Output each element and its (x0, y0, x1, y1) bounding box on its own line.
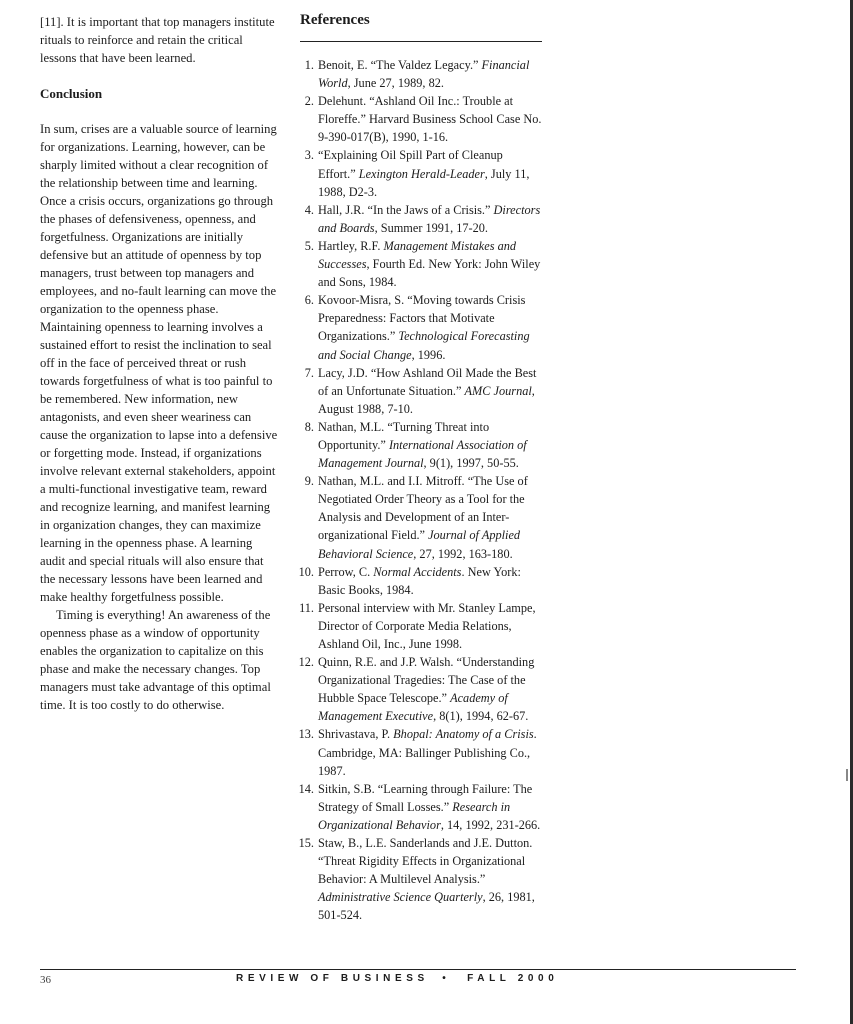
reference-item (300, 780, 542, 834)
reference-item (300, 237, 542, 291)
reference-item (300, 725, 542, 779)
reference-item (300, 834, 542, 924)
reference-text: Hartley, R.F. (318, 238, 384, 253)
reference-text: Nathan, M.L. “Turning Threat into Opportunity.” (318, 419, 490, 452)
reference-item (300, 364, 542, 418)
reference-item (300, 291, 542, 363)
reference-item (300, 599, 542, 653)
journal-name: REVIEW OF BUSINESS (236, 973, 429, 984)
reference-source: Academy of Management Executive (318, 691, 508, 724)
reference-item (300, 146, 542, 200)
reference-item (300, 418, 542, 472)
reference-source: Management Mistakes and Successes (318, 238, 517, 272)
conclusion-paragraph-1: In sum, crises are a valuable source of learning for organizations. Learning, however, can be sharply limited without a clear recognition of the relationship between time and learning. Once a crisis occurs, organizations go through the phases of defensiveness, openness, and forgetfulness. Organizations are initially defensive but an attitude of openness by top managers, trust between top managers and employees, and no-fault learning can move the organization to the openness phase. Maintaining openness to learning involves a sustained effort to resist the inclination to seal off in the face of perceived threat or rush towards forgetfulness of what is too painful to be remembered. New information, new antagonists, and even sheer weariness can cause the organization to lapse into a defensive or forgetting mode. Instead, if organizations involve relevant external stakeholders, appoint a multi-functional investigative team, reward and recognize learning, and manifest learning in organization changes, they can maximize learning in the openness phase. A learning audit and special rituals will also ensure that the necessary lessons have been learned and make healthy forgetfulness possible. (40, 122, 278, 604)
reference-number: 3. (304, 148, 314, 163)
reference-item (300, 563, 542, 599)
references-column (300, 9, 542, 925)
reference-item (300, 201, 542, 237)
reference-source: Technological Forecasting and Social Change (318, 329, 530, 362)
reference-text: “Explaining Oil Spill Part of Cleanup Effort.” (318, 148, 503, 181)
reference-text: Delehunt. “Ashland Oil Inc.: Trouble at Floreffe.” Harvard Business School Case No. 9-390-017(B), 1990, 1-16. (318, 94, 542, 145)
references-heading: References (300, 12, 370, 28)
reference-source: Journal of Applied Behavioral Science (318, 528, 521, 561)
reference-text: , June 27, 1989, 82. (347, 76, 444, 91)
footer-divider (40, 969, 796, 970)
reference-text: Nathan, M.L. and I.I. Mitroff. “The Use of Negotiated Order Theory as a Tool for the Analysis and Development of an Inter-organizational Field.” (318, 474, 528, 543)
reference-item (300, 653, 542, 725)
reference-item (300, 56, 542, 92)
reference-number: 11. (299, 600, 314, 615)
reference-text: Staw, B., L.E. Sanderlands and J.E. Dutton. “Threat Rigidity Effects in Organizational Behavior: A Multilevel Analysis.” (318, 836, 533, 887)
scroll-marker (846, 769, 848, 781)
reference-text: , Fourth Ed. New York: John Wiley and Sons, 1984. (318, 257, 541, 290)
reference-number: 9. (304, 474, 314, 489)
reference-source: Directors and Boards (318, 202, 541, 235)
reference-text: Benoit, E. “The Valdez Legacy.” (318, 58, 482, 72)
reference-number: 15. (298, 836, 314, 851)
reference-text: Quinn, R.E. and J.P. Walsh. “Understanding Organizational Tragedies: The Case of the Hubble Space Telescope.” (318, 655, 535, 706)
reference-text: Perrow, C. (318, 564, 374, 579)
references-divider (300, 41, 542, 42)
reference-text: . New York: Basic Books, 1984. (318, 564, 521, 597)
page-number: 36 (40, 974, 51, 986)
reference-text: , 27, 1992, 163-180. (413, 546, 513, 561)
reference-text: , Summer 1991, 17-20. (374, 220, 488, 235)
reference-source: Bhopal: Anatomy of a Crisis (393, 727, 534, 742)
lead-paragraph: [11]. It is important that top managers institute rituals to reinforce and retain the critical lessons that have been learned. (40, 15, 275, 65)
reference-source: Lexington Herald-Leader (358, 166, 485, 181)
reference-text: Personal interview with Mr. Stanley Lampe, Director of Corporate Media Relations, Ashland Oil, Inc., June 1998. (318, 600, 536, 651)
reference-item (300, 92, 542, 146)
reference-source: Administrative Science Quarterly (318, 890, 483, 905)
left-column (40, 13, 278, 714)
reference-source: Research in Organizational Behavior (318, 799, 511, 832)
running-footer (236, 973, 558, 984)
reference-number: 7. (304, 365, 314, 380)
reference-text: , 1996. (411, 347, 446, 362)
reference-text: , July 11, 1988, D2-3. (318, 166, 530, 199)
reference-number: 4. (304, 202, 314, 217)
reference-number: 8. (304, 419, 314, 434)
reference-number: 10. (298, 564, 314, 579)
issue-label: FALL 2000 (467, 973, 559, 984)
footer-separator: • (442, 973, 446, 984)
reference-text: , August 1988, 7-10. (318, 383, 535, 416)
reference-number: 1. (304, 58, 314, 72)
reference-text: , 9(1), 1997, 50-55. (423, 456, 519, 471)
reference-text: Kovoor-Misra, S. “Moving towards Crisis Preparedness: Factors that Motivate Organizations.” (318, 293, 526, 344)
reference-number: 6. (304, 293, 314, 308)
references-list (300, 56, 542, 925)
reference-number: 14. (298, 781, 314, 796)
reference-text: Sitkin, S.B. “Learning through Failure: The Strategy of Small Losses.” (318, 781, 533, 814)
reference-text: Shrivastava, P. (318, 727, 394, 742)
reference-text: Lacy, J.D. “How Ashland Oil Made the Best of an Unfortunate Situation.” (318, 365, 537, 398)
reference-text: , 8(1), 1994, 62-67. (433, 709, 529, 724)
reference-source: AMC Journal (464, 383, 532, 398)
reference-source: Financial World (318, 58, 530, 91)
reference-number: 2. (304, 94, 314, 109)
reference-number: 5. (304, 238, 314, 253)
conclusion-paragraph-2: Timing is everything! An awareness of the openness phase as a window of opportunity enables the organization to capitalize on this phase and make the necessary changes. Top managers must take advantage of this optimal time. It is too costly to do otherwise. (40, 608, 271, 712)
conclusion-heading: Conclusion (40, 86, 103, 101)
reference-text: . Cambridge, MA: Ballinger Publishing Co., 1987. (318, 727, 537, 778)
reference-text: Hall, J.R. “In the Jaws of a Crisis.” (318, 202, 494, 217)
reference-source: International Association of Management Journal (318, 437, 527, 471)
reference-number: 13. (298, 727, 314, 742)
reference-text: , 26, 1981, 501-524. (318, 890, 535, 923)
reference-source: Normal Accidents (373, 564, 462, 579)
reference-item (300, 472, 542, 562)
reference-text: , 14, 1992, 231-266. (440, 817, 541, 832)
reference-number: 12. (298, 655, 314, 670)
